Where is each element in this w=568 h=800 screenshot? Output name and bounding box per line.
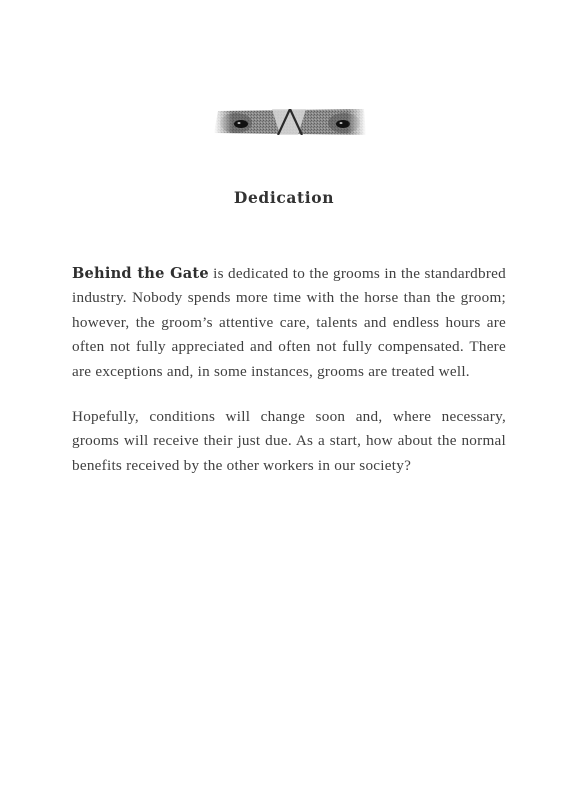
dedication-paragraph-1 [72, 262, 506, 384]
dedication-paragraph-2 [72, 405, 506, 478]
paragraph-1-text: is dedicated to the grooms in the standardbred industry. Nobody spends more time with the horse than the groom; however, the groom’s attentive care, talents and endless hours are often not fully appreciated and often not fully compensated. There are exceptions and, in some instances, grooms are treated well. [72, 265, 506, 380]
paragraph-2-text: Hopefully, conditions will change soon and, where necessary, grooms will receive their just due. As a start, how about the normal benefits received by the other workers in our society? [72, 408, 506, 474]
book-title: Behind the Gate [72, 265, 209, 282]
page-title: Dedication [233, 188, 335, 207]
horse-face-banner-image [214, 109, 366, 135]
